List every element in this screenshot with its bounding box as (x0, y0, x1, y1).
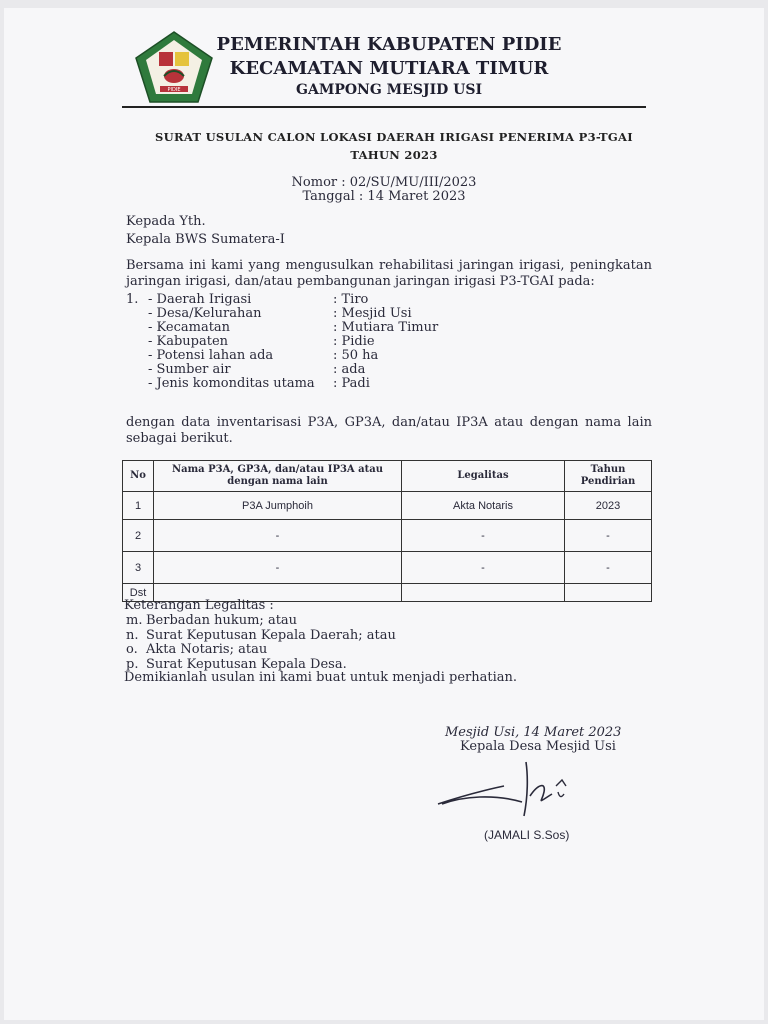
detail-label: - Jenis komonditas utama (148, 376, 315, 391)
letter-year: TAHUN 2023 (350, 148, 438, 162)
detail-value: : Mesjid Usi (333, 306, 412, 321)
detail-value: : 50 ha (333, 348, 379, 363)
header-year-line2: Pendirian (580, 476, 636, 487)
header-year (565, 461, 652, 492)
document-page (4, 8, 764, 1020)
header-name-line2: dengan nama lain (227, 476, 328, 487)
cell-name: P3A Jumphoih (154, 492, 402, 520)
cell-legal: Akta Notaris (402, 492, 565, 520)
header-divider (122, 106, 646, 108)
detail-label: - Kabupaten (148, 334, 229, 349)
legend-key: m. (126, 613, 143, 628)
header-no: No (123, 461, 154, 492)
cell-no: 2 (123, 520, 154, 552)
legend-key: p. (126, 656, 139, 672)
cell-legal: - (402, 552, 565, 584)
legend-text: Berbadan hukum; atau (146, 613, 298, 628)
cell-year: - (565, 520, 652, 552)
signature-place-date: Mesjid Usi, 14 Maret 2023 (445, 725, 622, 740)
table-row (123, 520, 652, 552)
intro-paragraph: Bersama ini kami yang mengusulkan rehabilitasi jaringan irigasi, peningkatan jaringan irigasi, dan/atau pembangunan jaringan irigasi P3-TGAI pada: (126, 258, 652, 289)
header-government: PEMERINTAH KABUPATEN PIDIE (216, 34, 562, 55)
pidie-regency-emblem (134, 30, 214, 104)
legend-text: Akta Notaris; atau (146, 642, 268, 657)
list-number: 1. (126, 292, 139, 307)
inventory-table (122, 460, 652, 602)
cell-legal: - (402, 520, 565, 552)
detail-label: - Daerah Irigasi (148, 292, 252, 307)
header-village: GAMPONG MESJID USI (296, 82, 482, 98)
legend-text: Surat Keputusan Kepala Daerah; atau (146, 627, 396, 643)
letter-title: SURAT USULAN CALON LOKASI DAERAH IRIGASI PENERIMA P3-TGAI (155, 130, 633, 144)
detail-label: - Potensi lahan ada (148, 348, 274, 363)
cell-name: - (154, 520, 402, 552)
header-year-line1: Tahun (590, 464, 626, 475)
detail-value: : ada (333, 362, 366, 377)
cell-no: Dst (123, 584, 154, 602)
cell-year: - (565, 552, 652, 584)
cell-no: 3 (123, 552, 154, 584)
recipient-salutation: Kepada Yth. (126, 214, 206, 229)
svg-text:PIDIE: PIDIE (167, 87, 181, 93)
signatory-name: (JAMALI S.Sos) (484, 828, 570, 842)
legend-key: n. (126, 627, 139, 643)
header-district: KECAMATAN MUTIARA TIMUR (229, 58, 549, 79)
cell-no: 1 (123, 492, 154, 520)
cell-name: - (154, 552, 402, 584)
signature-position: Kepala Desa Mesjid Usi (460, 739, 616, 754)
detail-label: - Kecamatan (148, 320, 231, 335)
detail-value: : Mutiara Timur (333, 320, 439, 335)
cell-year (565, 584, 652, 602)
header-name-line1: Nama P3A, GP3A, dan/atau IP3A atau (171, 464, 384, 475)
legend-key: o. (126, 642, 138, 657)
legend-title: Keterangan Legalitas : (124, 598, 274, 613)
detail-label: - Sumber air (148, 362, 231, 377)
cell-legal (402, 584, 565, 602)
letter-date: Tanggal : 14 Maret 2023 (302, 189, 466, 204)
inventory-paragraph: dengan data inventarisasi P3A, GP3A, dan/atau IP3A atau dengan nama lain sebagai berikut. (126, 415, 652, 446)
cell-year: 2023 (565, 492, 652, 520)
header-legal: Legalitas (402, 461, 565, 492)
header-name (154, 461, 402, 492)
detail-label: - Desa/Kelurahan (148, 306, 262, 321)
detail-value: : Pidie (333, 334, 375, 349)
table-header-row (123, 461, 652, 492)
letter-number: Nomor : 02/SU/MU/III/2023 (291, 175, 477, 190)
handwritten-signature (434, 756, 594, 820)
table-row (123, 552, 652, 584)
closing-statement: Demikianlah usulan ini kami buat untuk menjadi perhatian. (124, 670, 517, 685)
table-row (123, 492, 652, 520)
legend-text: Surat Keputusan Kepala Desa. (146, 656, 347, 672)
detail-value: : Padi (333, 376, 370, 391)
recipient-name: Kepala BWS Sumatera-I (126, 232, 285, 247)
detail-value: : Tiro (333, 292, 369, 307)
